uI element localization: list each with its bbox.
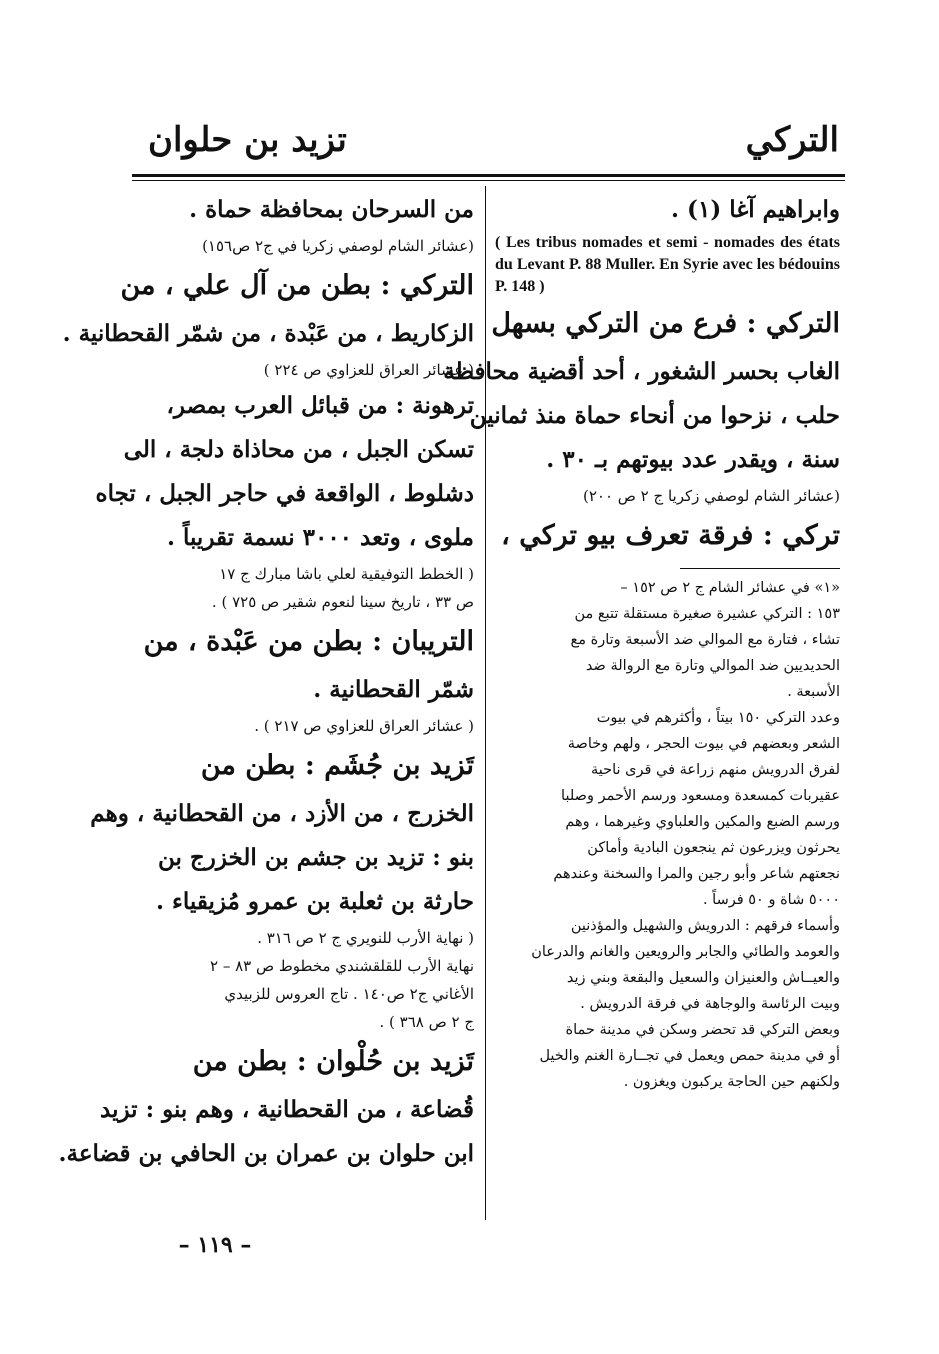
footnote-line: ورسم الضبع والمكين والعلباوي وغيرهما ، وهم bbox=[565, 814, 840, 830]
footnote-line: لفرق الدرويش منهم زراعة في قرى ناحية bbox=[590, 762, 840, 778]
text-line: التريبان : بطن من عَبْدة ، من bbox=[143, 626, 474, 657]
text-line: ( عشائر العراق للعزاوي ص ٢٢٤ ) bbox=[263, 361, 474, 379]
footnote-rule bbox=[680, 568, 840, 569]
text-line: ج ٢ ص ٣٦٨ ) . bbox=[379, 1013, 474, 1031]
text-line: (عشائر الشام لوصفي زكريا ج ٢ ص ٢٠٠) bbox=[582, 487, 840, 505]
text-line: ( عشائر العراق للعزاوي ص ٢١٧ ) . bbox=[254, 717, 474, 735]
text-line: شمّر القحطانية . bbox=[313, 676, 474, 703]
footnote-line: ولكنهم حين الحاجة يركبون ويغزون . bbox=[623, 1074, 840, 1090]
footnote-line: الحديديين ضد الموالي وتارة مع الروالة ضد bbox=[585, 658, 840, 674]
text-line: التركي : فرع من التركي بسهل bbox=[491, 308, 840, 339]
text-line: سنة ، ويقدر عدد بيوتهم بـ ٣٠ . bbox=[546, 446, 840, 473]
footnotes bbox=[495, 575, 840, 1095]
page-number: – ١١٩ – bbox=[178, 1232, 252, 1258]
left-column bbox=[58, 188, 474, 1176]
footnote-line: نجعتهم شاعر وأبو رجين والمرا والسخنة وعندهم bbox=[553, 866, 840, 882]
footnote-line: والعومد والطائي والجابر والرويعين والغانم والدرعان bbox=[531, 944, 840, 960]
text-line: تركي : فرقة تعرف بيو تركي ، bbox=[501, 520, 840, 551]
text-line: ترهونة : من قبائل العرب بمصر، bbox=[166, 392, 474, 419]
footnote-line: «١» في عشائر الشام ج ٢ ص ١٥٢ – bbox=[620, 580, 840, 596]
text-line: نهاية الأرب للقلقشندي مخطوط ص ٨٣ – ٢ bbox=[209, 957, 474, 975]
right-column bbox=[443, 188, 840, 1095]
text-line: ( الخطط التوفيقية لعلي باشا مبارك ج ١٧ bbox=[219, 565, 474, 583]
running-header-right: التركي bbox=[745, 120, 839, 160]
footnote-line: وعدد التركي ١٥٠ بيتاً ، وأكثرهم في بيوت bbox=[596, 710, 840, 726]
text-line: من السرحان بمحافظة حماة . bbox=[189, 196, 474, 223]
text-line: قُضاعة ، من القحطانية ، وهم بنو : تزيد bbox=[100, 1096, 474, 1123]
right-column-main bbox=[443, 188, 840, 562]
text-line: دشلوط ، الواقعة في حاجر الجبل ، تجاه bbox=[95, 480, 474, 507]
text-line: ( Les tribus nomades et semi - nomades des états du Levant P. 88 Muller. En Syrie avec les bédouins P. 148 ) bbox=[495, 234, 840, 295]
text-line: حارثة بن ثعلبة بن عمرو مُزيقياء . bbox=[156, 888, 474, 915]
footnote-line: تشاء ، فتارة مع الموالي ضد الأسبعة وتارة مع bbox=[570, 632, 840, 648]
footnote-line: وأسماء فرقهم : الدرويش والشهيل والمؤذنين bbox=[570, 918, 840, 934]
text-line: (عشائر الشام لوصفي زكريا في ج٢ ص١٥٦) bbox=[202, 237, 474, 255]
footnote-line: الشعر وبعضهم في بيوت الحجر ، ولهم وخاصة bbox=[567, 736, 840, 752]
footnote-line: عقيربات كمسعدة ومسعود ورسم الأحمر وصلبا bbox=[561, 788, 840, 804]
footnote-line: والعيــاش والعنيزان والسعيل والبقعة وبني زيد bbox=[566, 970, 840, 986]
text-line: تسكن الجبل ، من محاذاة دلجة ، الى bbox=[123, 436, 474, 463]
text-line: ( نهاية الأرب للنويري ج ٢ ص ٣١٦ . bbox=[257, 929, 474, 947]
text-line: وابراهيم آغا (١) . bbox=[671, 196, 840, 223]
text-line: حلب ، نزحوا من أنحاء حماة منذ ثمانين bbox=[469, 402, 840, 429]
footnote-line: ١٥٣ : التركي عشيرة صغيرة مستقلة تتبع من bbox=[574, 606, 840, 622]
text-line: ابن حلوان بن عمران بن الحافي بن قضاعة. bbox=[58, 1140, 474, 1167]
text-line: الأغاني ج٢ ص١٤٠ . تاج العروس للزبيدي bbox=[224, 985, 474, 1003]
column-divider bbox=[485, 186, 486, 1220]
text-line: بنو : تزيد بن جشم بن الخزرج بن bbox=[158, 844, 474, 871]
footnote-line: وبعض التركي قد تحضر وسكن في مدينة حماة bbox=[565, 1022, 840, 1038]
text-line: تَزيد بن جُشَم : بطن من bbox=[200, 750, 474, 781]
text-line: التركي : بطن من آل علي ، من bbox=[120, 270, 474, 301]
text-line: الغاب بحسر الشغور ، أحد أقضية محافظة bbox=[443, 358, 840, 385]
footnote-line: ٥٠٠٠ شاة و ٥٠ فرساً . bbox=[702, 892, 840, 908]
text-line: الزكاريط ، من عَبْدة ، من شمّر القحطانية . bbox=[62, 320, 474, 347]
header-rule-thin bbox=[132, 180, 845, 181]
footnote-line: يحرثون ويزرعون ثم ينجعون البادية وأماكن bbox=[587, 840, 840, 856]
text-line: تَزيد بن حُلْوان : بطن من bbox=[192, 1046, 474, 1077]
running-header-left: تزيد بن حلوان bbox=[148, 120, 347, 160]
text-line: ملوى ، وتعد ٣٠٠٠ نسمة تقريباً . bbox=[166, 524, 474, 551]
header-rule-thick bbox=[132, 174, 845, 177]
footnote-line: الأسبعة . bbox=[787, 684, 840, 700]
text-line: الخزرج ، من الأزد ، من القحطانية ، وهم bbox=[90, 800, 474, 827]
footnote-line: وبيت الرئاسة والوجاهة في فرقة الدرويش . bbox=[580, 996, 840, 1012]
text-line: ص ٣٣ ، تاريخ سينا لنعوم شقير ص ٧٢٥ ) . bbox=[211, 593, 474, 611]
footnote-line: أو في مدينة حمص ويعمل في تجــارة الغنم والخيل bbox=[539, 1048, 840, 1064]
